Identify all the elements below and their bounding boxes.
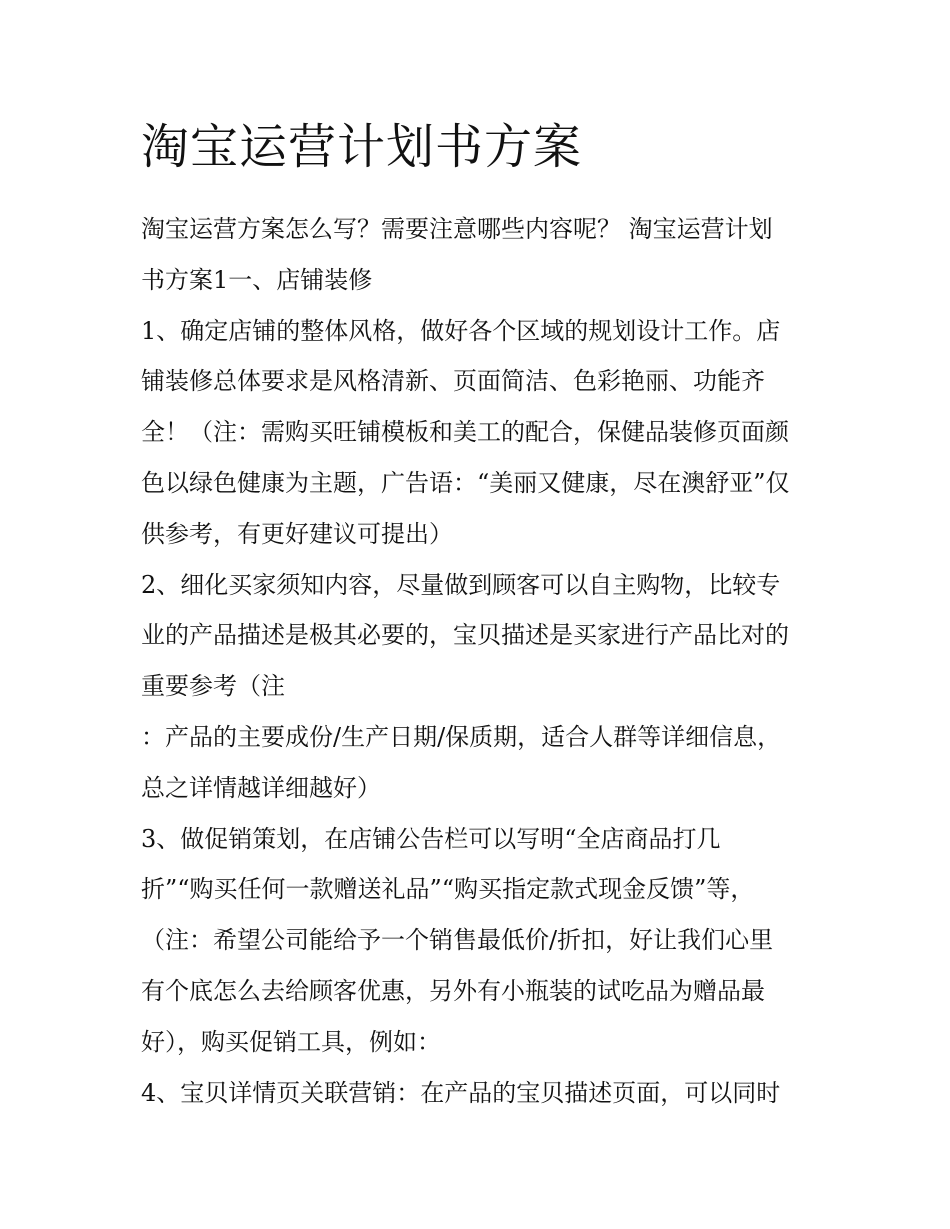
body-line: 供参考，有更好建议可提出） <box>141 519 453 548</box>
body-line: 3、做促销策划，在店铺公告栏可以写明“全店商品打几 <box>141 824 721 853</box>
body-line: 2、细化买家须知内容，尽量做到顾客可以自主购物，比较专 <box>141 570 781 599</box>
body-line: （注：希望公司能给予一个销售最低价/折扣，好让我们心里 <box>141 926 774 955</box>
body-line: 总之详情越详细越好） <box>141 773 381 802</box>
body-line: 折”“购买任何一款赠送礼品”“购买指定款式现金反馈”等， <box>141 875 755 904</box>
body-line: 重要参考（注 <box>141 672 285 701</box>
body-line: 好），购买促销工具，例如： <box>141 1027 441 1056</box>
body-line: 4、宝贝详情页关联营销：在产品的宝贝描述页面，可以同时 <box>141 1078 781 1107</box>
body-line: 有个底怎么去给顾客优惠，另外有小瓶装的试吃品为赠品最 <box>141 976 765 1005</box>
body-line: 书方案1一、店铺装修 <box>141 265 373 294</box>
document-title: 淘宝运营计划书方案 <box>141 119 583 175</box>
document-body <box>141 204 821 1118</box>
body-line: 1、确定店铺的整体风格，做好各个区域的规划设计工作。店 <box>141 316 781 345</box>
body-line: 全！（注：需购买旺铺模板和美工的配合，保健品装修页面颜 <box>141 418 789 447</box>
body-line: ：产品的主要成份/生产日期/保质期，适合人群等详细信息， <box>141 722 782 751</box>
body-line: 色以绿色健康为主题，广告语：“美丽又健康，尽在澳舒亚”仅 <box>141 468 790 497</box>
body-line: 淘宝运营方案怎么写？需要注意哪些内容呢？ 淘宝运营计划 <box>141 215 773 243</box>
body-line: 铺装修总体要求是风格清新、页面简洁、色彩艳丽、功能齐 <box>141 367 765 396</box>
document-page <box>141 112 821 1118</box>
body-line: 业的产品描述是极其必要的，宝贝描述是买家进行产品比对的 <box>141 621 789 650</box>
